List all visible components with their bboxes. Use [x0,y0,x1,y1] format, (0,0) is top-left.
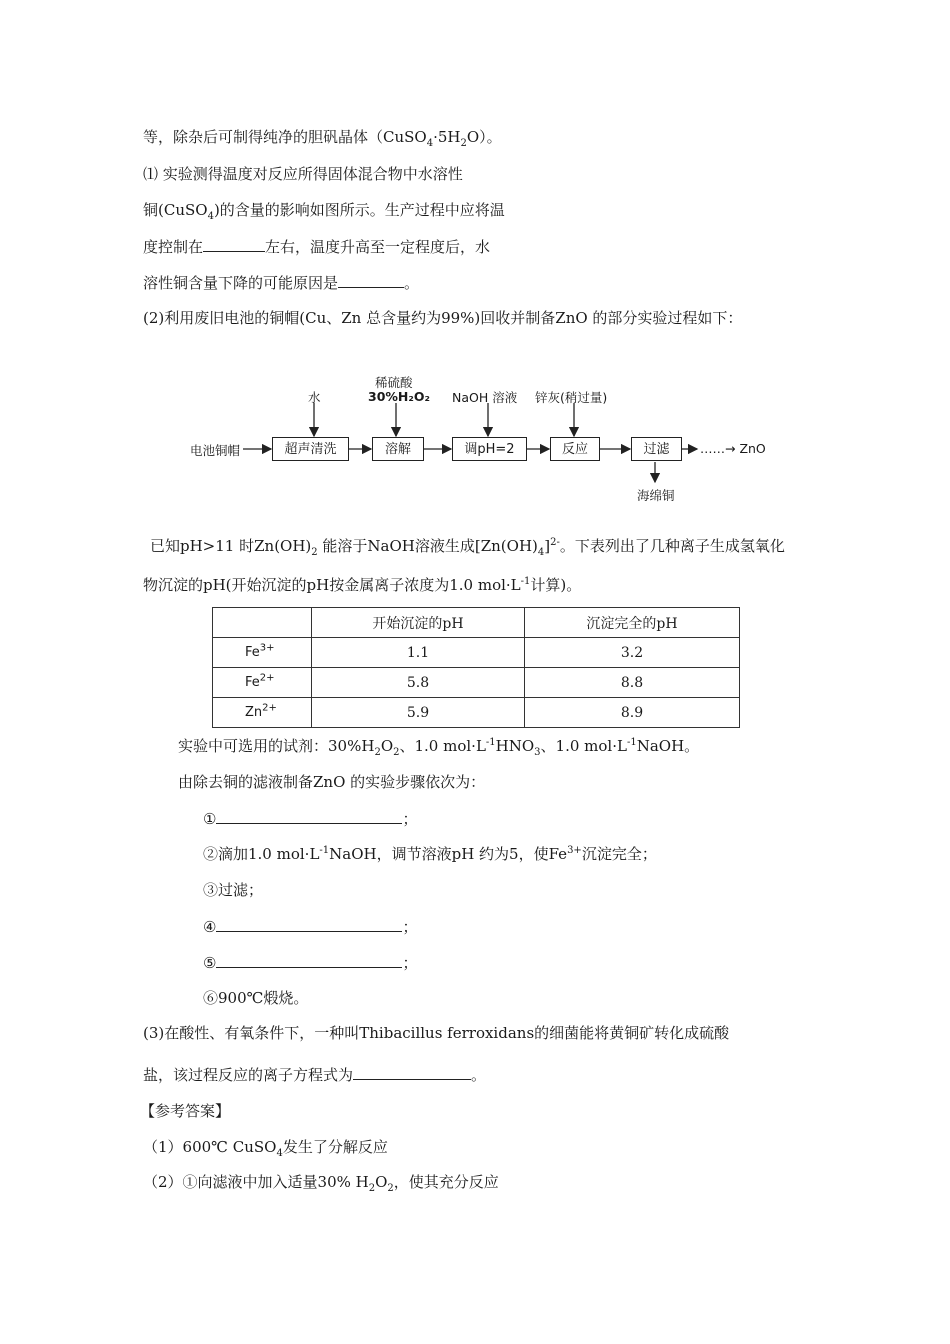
table-header-row [213,608,740,638]
table-header-cell [213,608,312,638]
table-cell-start: 5.9 [312,698,525,728]
text-line-12: 盐，该过程反应的离子方程式为 。 [143,1066,487,1084]
flow-step-dissolve: 溶解 [372,437,424,461]
table-cell-start: 1.1 [312,638,525,668]
flow-reagent-naoh: NaOH 溶液 [452,390,518,405]
table-header-cell: 沉淀完全的pH [525,608,740,638]
text-line-5: 溶性铜含量下降的可能原因是 。 [143,274,420,292]
answer-blank-step-4[interactable] [216,916,402,932]
flow-step-filter: 过滤 [631,437,682,461]
answer-2: （2）①向滤液中加入适量30% $H_2O_2$，使其充分反应 [143,1173,499,1194]
answer-blank-temperature[interactable] [203,236,265,252]
text-line-7: 已知pH>11 时$Zn(OH)_2$ 能溶于NaOH溶液生成$[Zn(OH)_4]^{2-}$。下表列出了几种离子生成氢氧化 [150,537,785,558]
table-cell-ion: $Fe^{3+}$ [213,638,312,668]
text-line-2: ⑴ 实验测得温度对反应所得固体混合物中水溶性 [143,165,463,183]
flow-reagent-acid-2: 30%H₂O₂ [368,389,430,404]
text-line-10: 由除去铜的滤液制备ZnO 的实验步骤依次为： [178,773,486,791]
answer-blank-reason[interactable] [338,272,404,288]
table-cell-end: 3.2 [525,638,740,668]
step-5: ⑤ ； [203,954,418,972]
step-1: ① ； [203,810,418,828]
flow-reagent-acid-1: 稀硫酸 [375,375,413,390]
table-cell-ion: $Zn^{2+}$ [213,698,312,728]
flow-start-label: 电池铜帽 [190,443,241,458]
text-line-3: 铜(CuSO$_4$)的含量的影响如图所示。生产过程中应将温 [143,201,505,222]
table-cell-end: 8.8 [525,668,740,698]
text-line-8: 物沉淀的pH(开始沉淀的pH按金属离子浓度为1.0 $mol\cdot L^{-1}$计算)。 [143,576,582,594]
table-row [213,698,740,728]
table-header-cell: 开始沉淀的pH [312,608,525,638]
answer-blank-equation[interactable] [353,1064,471,1080]
flow-step-adjust-ph: 调pH=2 [452,437,527,461]
step-3: ③过滤； [203,881,264,899]
answers-title: 【参考答案】 [140,1102,231,1120]
step-6: ⑥900℃煅烧。 [203,989,309,1007]
flow-reagent-water: 水 [308,390,321,405]
ph-precipitation-table [212,607,740,728]
step-2: ②滴加1.0 $mol\cdot L^{-1}NaOH$，调节溶液pH 约为5，使$Fe^{3+}$沉淀完全； [203,845,657,863]
flow-end-label: ……→ ZnO [700,441,766,456]
answer-1: （1）600℃ CuSO$_4$发生了分解反应 [143,1138,388,1159]
text-line-1: 等，除杂后可制得纯净的胆矾晶体$(CuSO_4\cdot 5H_2O)$。 [143,128,502,149]
answer-blank-step-1[interactable] [216,808,402,824]
flow-step-ultrasonic: 超声清洗 [272,437,349,461]
table-row [213,638,740,668]
answer-blank-step-5[interactable] [216,952,402,968]
step-4: ④ ； [203,918,418,936]
text-line-4: 度控制在 左右，温度升高至一定程度后，水 [143,238,491,256]
process-flow-diagram [185,370,825,510]
flow-step-react: 反应 [550,437,600,461]
table-cell-end: 8.9 [525,698,740,728]
table-cell-ion: $Fe^{2+}$ [213,668,312,698]
text-line-6: (2)利用废旧电池的铜帽(Cu、Zn 总含量约为99%)回收并制备ZnO 的部分实验过程如下： [143,309,743,327]
table-row [213,668,740,698]
text-line-9: 实验中可选用的试剂：$30\%H_2O_2$、1.0 $mol\cdot L^{-1}HNO_3$、1.0 $mol\cdot L^{-1}NaOH$。 [178,737,700,758]
text-line-11: (3)在酸性、有氧条件下，一种叫Thibacillus ferroxidans的细菌能将黄铜矿转化成硫酸 [143,1024,730,1042]
table-cell-start: 5.8 [312,668,525,698]
flow-byproduct-label: 海绵铜 [637,488,675,503]
flow-reagent-zn: 锌灰(稍过量) [535,390,608,405]
